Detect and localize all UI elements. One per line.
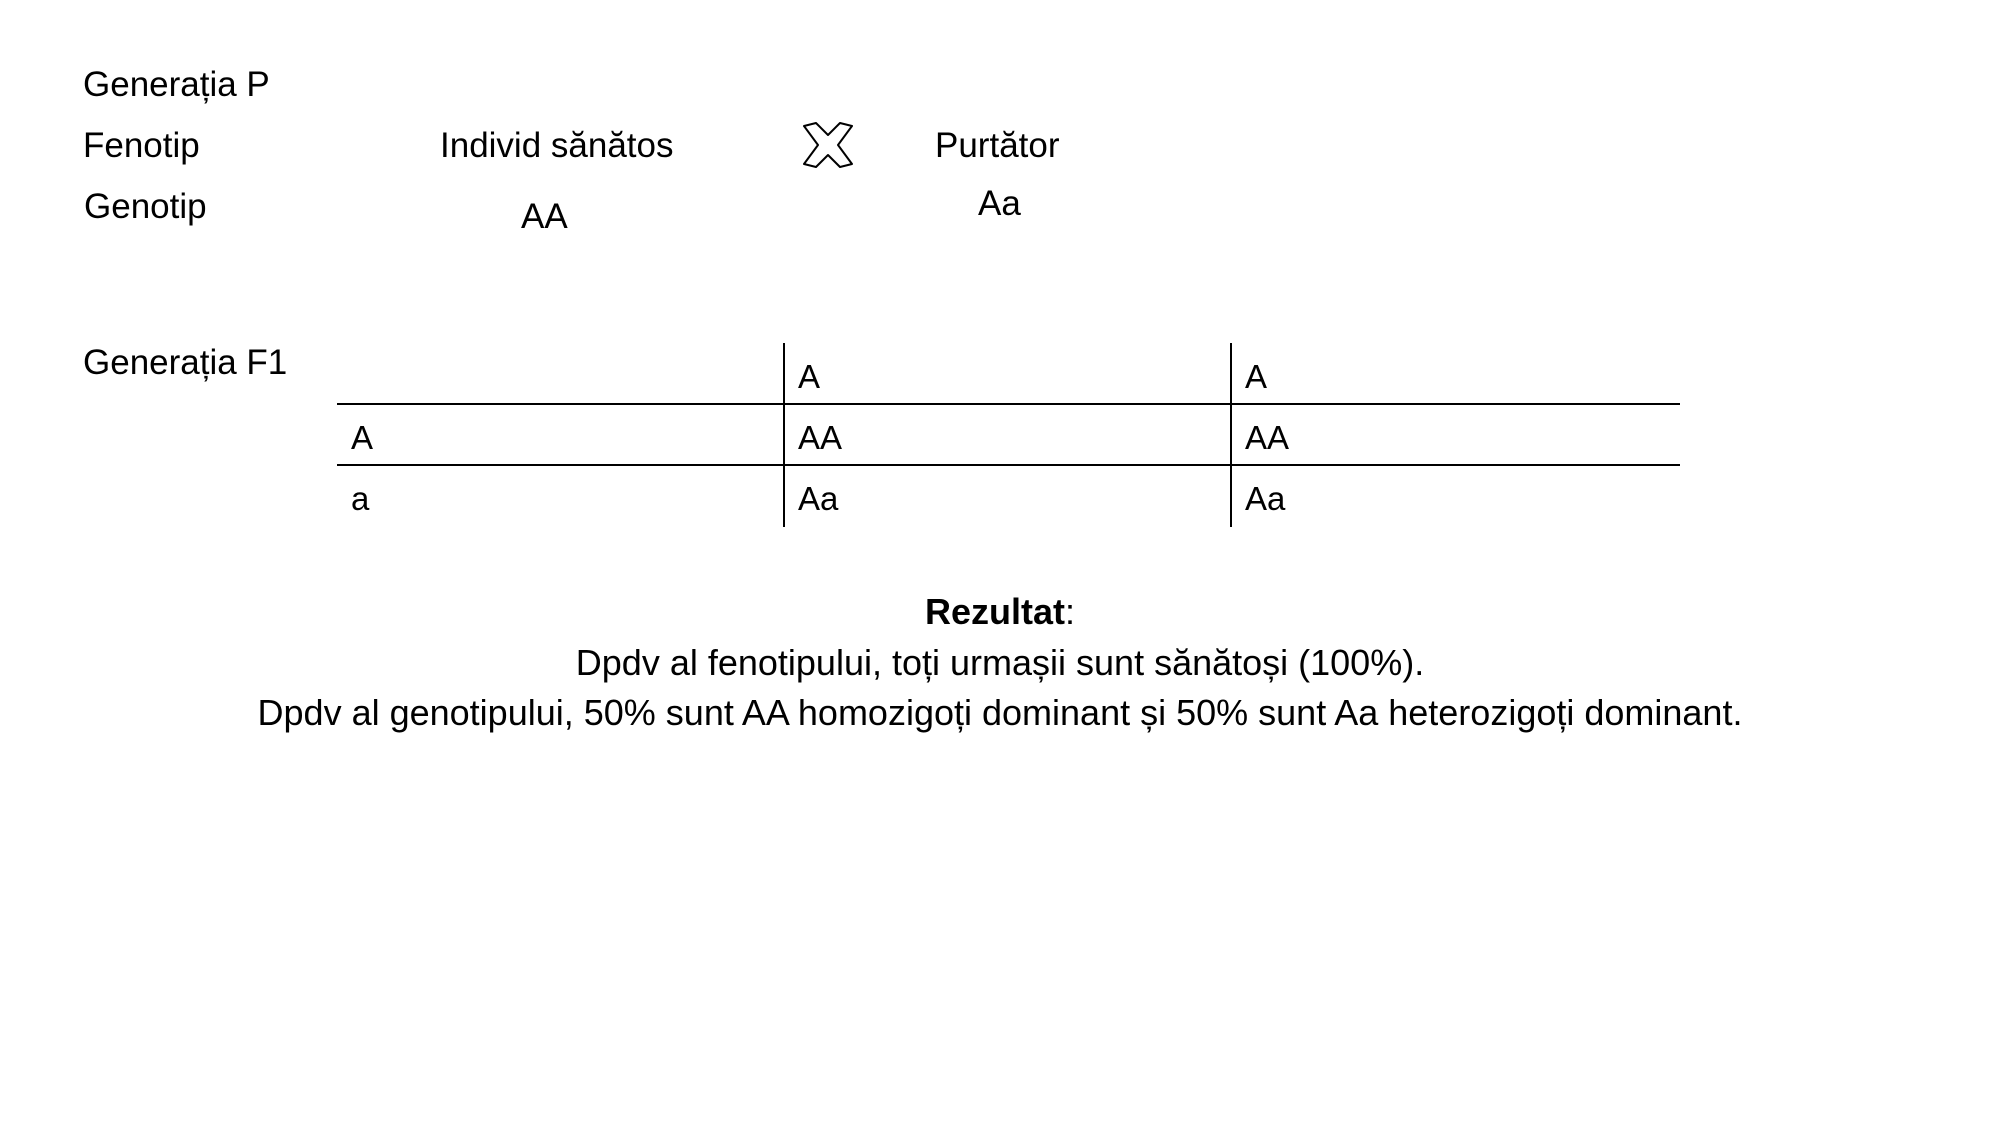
cross-icon bbox=[800, 120, 856, 170]
punnett-cell: AA bbox=[1245, 419, 1290, 456]
parent2-genotype: Aa bbox=[978, 184, 1021, 223]
genotype-label: Genotip bbox=[84, 187, 207, 226]
punnett-square bbox=[337, 343, 1680, 527]
column-gamete: A bbox=[798, 358, 821, 395]
row-gamete: a bbox=[351, 480, 370, 517]
parent1-genotype: AA bbox=[521, 197, 568, 236]
f1-generation-title: Generația F1 bbox=[83, 343, 288, 382]
phenotype-label: Fenotip bbox=[83, 126, 200, 165]
punnett-cell: Aa bbox=[1245, 480, 1286, 517]
punnett-vline bbox=[1230, 343, 1232, 527]
parental-generation-title: Generația P bbox=[83, 65, 270, 104]
parent1-phenotype: Individ sănătos bbox=[440, 126, 674, 165]
result-genotype-line: Dpdv al genotipului, 50% sunt AA homozigoți dominant și 50% sunt Aa heterozigoți dominant. bbox=[257, 692, 1743, 733]
result-heading bbox=[0, 591, 2000, 632]
punnett-hline bbox=[337, 464, 1680, 466]
result-heading-label: Rezultat bbox=[924, 591, 1065, 632]
punnett-vline bbox=[783, 343, 785, 527]
punnett-cell: Aa bbox=[798, 480, 839, 517]
parent2-phenotype: Purtător bbox=[935, 126, 1060, 165]
punnett-hline bbox=[337, 403, 1680, 405]
result-phenotype-line: Dpdv al fenotipului, toți urmașii sunt sănătoși (100%). bbox=[575, 642, 1425, 683]
result-heading-colon: : bbox=[1065, 591, 1076, 632]
row-gamete: A bbox=[351, 419, 374, 456]
punnett-cell: AA bbox=[798, 419, 843, 456]
column-gamete: A bbox=[1245, 358, 1268, 395]
